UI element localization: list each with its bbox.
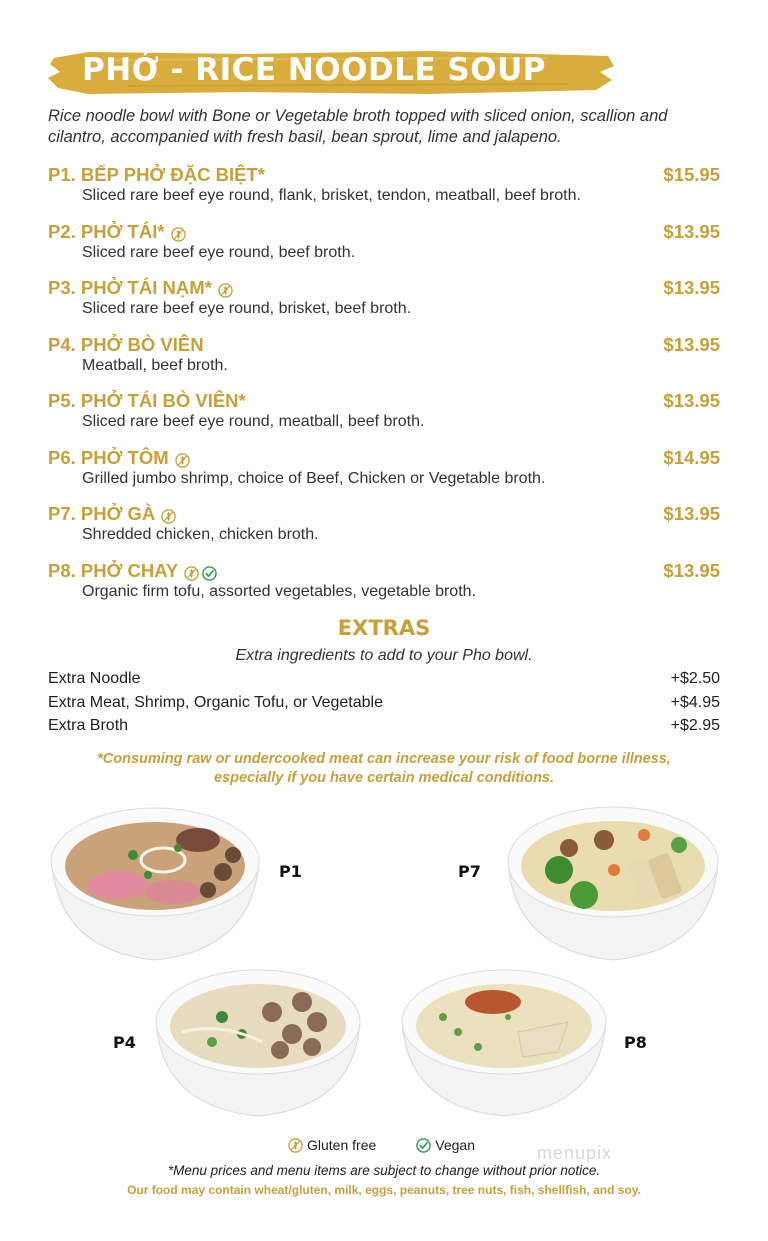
menu-item-p7	[48, 503, 720, 553]
item-name: P1. BẾP PHỞ ĐẶC BIỆT*	[48, 164, 265, 185]
p7-bowl-photo	[504, 800, 722, 965]
item-name: P7. PHỞ GÀ	[48, 503, 176, 525]
extra-row	[48, 717, 720, 735]
item-price: $13.95	[663, 560, 720, 581]
item-description: Shredded chicken, chicken broth.	[82, 526, 319, 543]
watermark-text: menupix	[537, 1143, 613, 1163]
item-description: Sliced rare beef eye round, beef broth.	[82, 244, 356, 261]
item-price: $13.95	[663, 503, 720, 524]
item-description: Grilled jumbo shrimp, choice of Beef, Chicken or Vegetable broth.	[82, 470, 546, 487]
header-banner	[48, 48, 614, 96]
item-price: $15.95	[663, 164, 720, 185]
item-price: $14.95	[663, 447, 720, 468]
gluten-free-icon	[288, 1138, 303, 1153]
p1-bowl-photo	[48, 800, 263, 965]
extra-name: Extra Broth	[48, 717, 129, 734]
item-name: P4. PHỞ BÒ VIÊN	[48, 334, 204, 355]
item-name: P3. PHỞ TÁI NẠM*	[48, 277, 233, 299]
gluten-free-icon	[171, 225, 186, 240]
item-name: P5. PHỞ TÁI BÒ VIÊN*	[48, 390, 246, 411]
item-description: Organic firm tofu, assorted vegetables, vegetable broth.	[82, 583, 476, 600]
extra-row	[48, 694, 720, 712]
item-price: $13.95	[663, 277, 720, 298]
intro-text: Rice noodle bowl with Bone or Vegetable broth topped with sliced onion, scallion and cilantro, accompanied with fresh basil, bean sprout, lime and jalapeno.	[48, 107, 668, 146]
item-description: Sliced rare beef eye round, brisket, beef broth.	[82, 300, 412, 317]
extra-price: +$4.95	[670, 694, 720, 711]
legend-vegan	[416, 1137, 475, 1153]
warning-line: *Consuming raw or undercooked meat can increase your risk of food borne illness,	[97, 751, 671, 767]
vegan-icon	[202, 564, 217, 579]
gluten-free-icon	[175, 451, 190, 466]
extras-heading: EXTRAS	[337, 616, 431, 640]
gluten-free-icon	[184, 564, 199, 579]
gluten-free-icon	[161, 507, 176, 522]
menu-item-p4	[48, 334, 720, 384]
p4-bowl-photo	[152, 962, 364, 1120]
item-price: $13.95	[663, 221, 720, 242]
extra-price: +$2.50	[670, 670, 720, 687]
page-title: PHỞ - RICE NOODLE SOUP	[82, 52, 546, 88]
warning-line: especially if you have certain medical conditions.	[213, 770, 555, 786]
item-name: P8. PHỞ CHAY	[48, 560, 217, 582]
item-description: Sliced rare beef eye round, meatball, beef broth.	[82, 413, 425, 430]
extra-name: Extra Noodle	[48, 670, 141, 687]
price-disclaimer: *Menu prices and menu items are subject to change without prior notice.	[167, 1163, 601, 1178]
photo-label-p7: P7	[458, 862, 481, 881]
extra-name: Extra Meat, Shrimp, Organic Tofu, or Vegetable	[48, 694, 383, 711]
extras-subtitle: Extra ingredients to add to your Pho bowl.	[235, 647, 533, 664]
item-price: $13.95	[663, 390, 720, 411]
menu-item-p1	[48, 164, 720, 214]
photo-label-p8: P8	[624, 1033, 647, 1052]
photo-label-p1: P1	[279, 862, 302, 881]
extra-price: +$2.95	[670, 717, 720, 734]
menu-item-p3	[48, 277, 720, 327]
gluten-free-icon	[218, 281, 233, 296]
legend-gluten-free	[288, 1137, 376, 1153]
extra-row	[48, 670, 720, 688]
item-name: P6. PHỞ TÔM	[48, 447, 190, 469]
menu-item-p2	[48, 221, 720, 271]
item-description: Meatball, beef broth.	[82, 357, 228, 374]
legend	[288, 1137, 475, 1153]
menu-item-p8	[48, 560, 720, 610]
legend-vegan-label: Vegan	[435, 1137, 475, 1153]
raw-meat-warning	[0, 750, 768, 788]
item-name: P2. PHỞ TÁI*	[48, 221, 186, 243]
vegan-icon	[416, 1138, 431, 1153]
menu-item-p6	[48, 447, 720, 497]
item-description: Sliced rare beef eye round, flank, brisket, tendon, meatball, beef broth.	[82, 187, 581, 204]
legend-gluten-free-label: Gluten free	[307, 1137, 377, 1153]
photo-label-p4: P4	[113, 1033, 136, 1052]
menu-item-p5	[48, 390, 720, 440]
allergen-notice: Our food may contain wheat/gluten, milk, eggs, peanuts, tree nuts, fish, shellfish, and soy.	[127, 1183, 641, 1197]
item-price: $13.95	[663, 334, 720, 355]
p8-bowl-photo	[398, 962, 610, 1120]
